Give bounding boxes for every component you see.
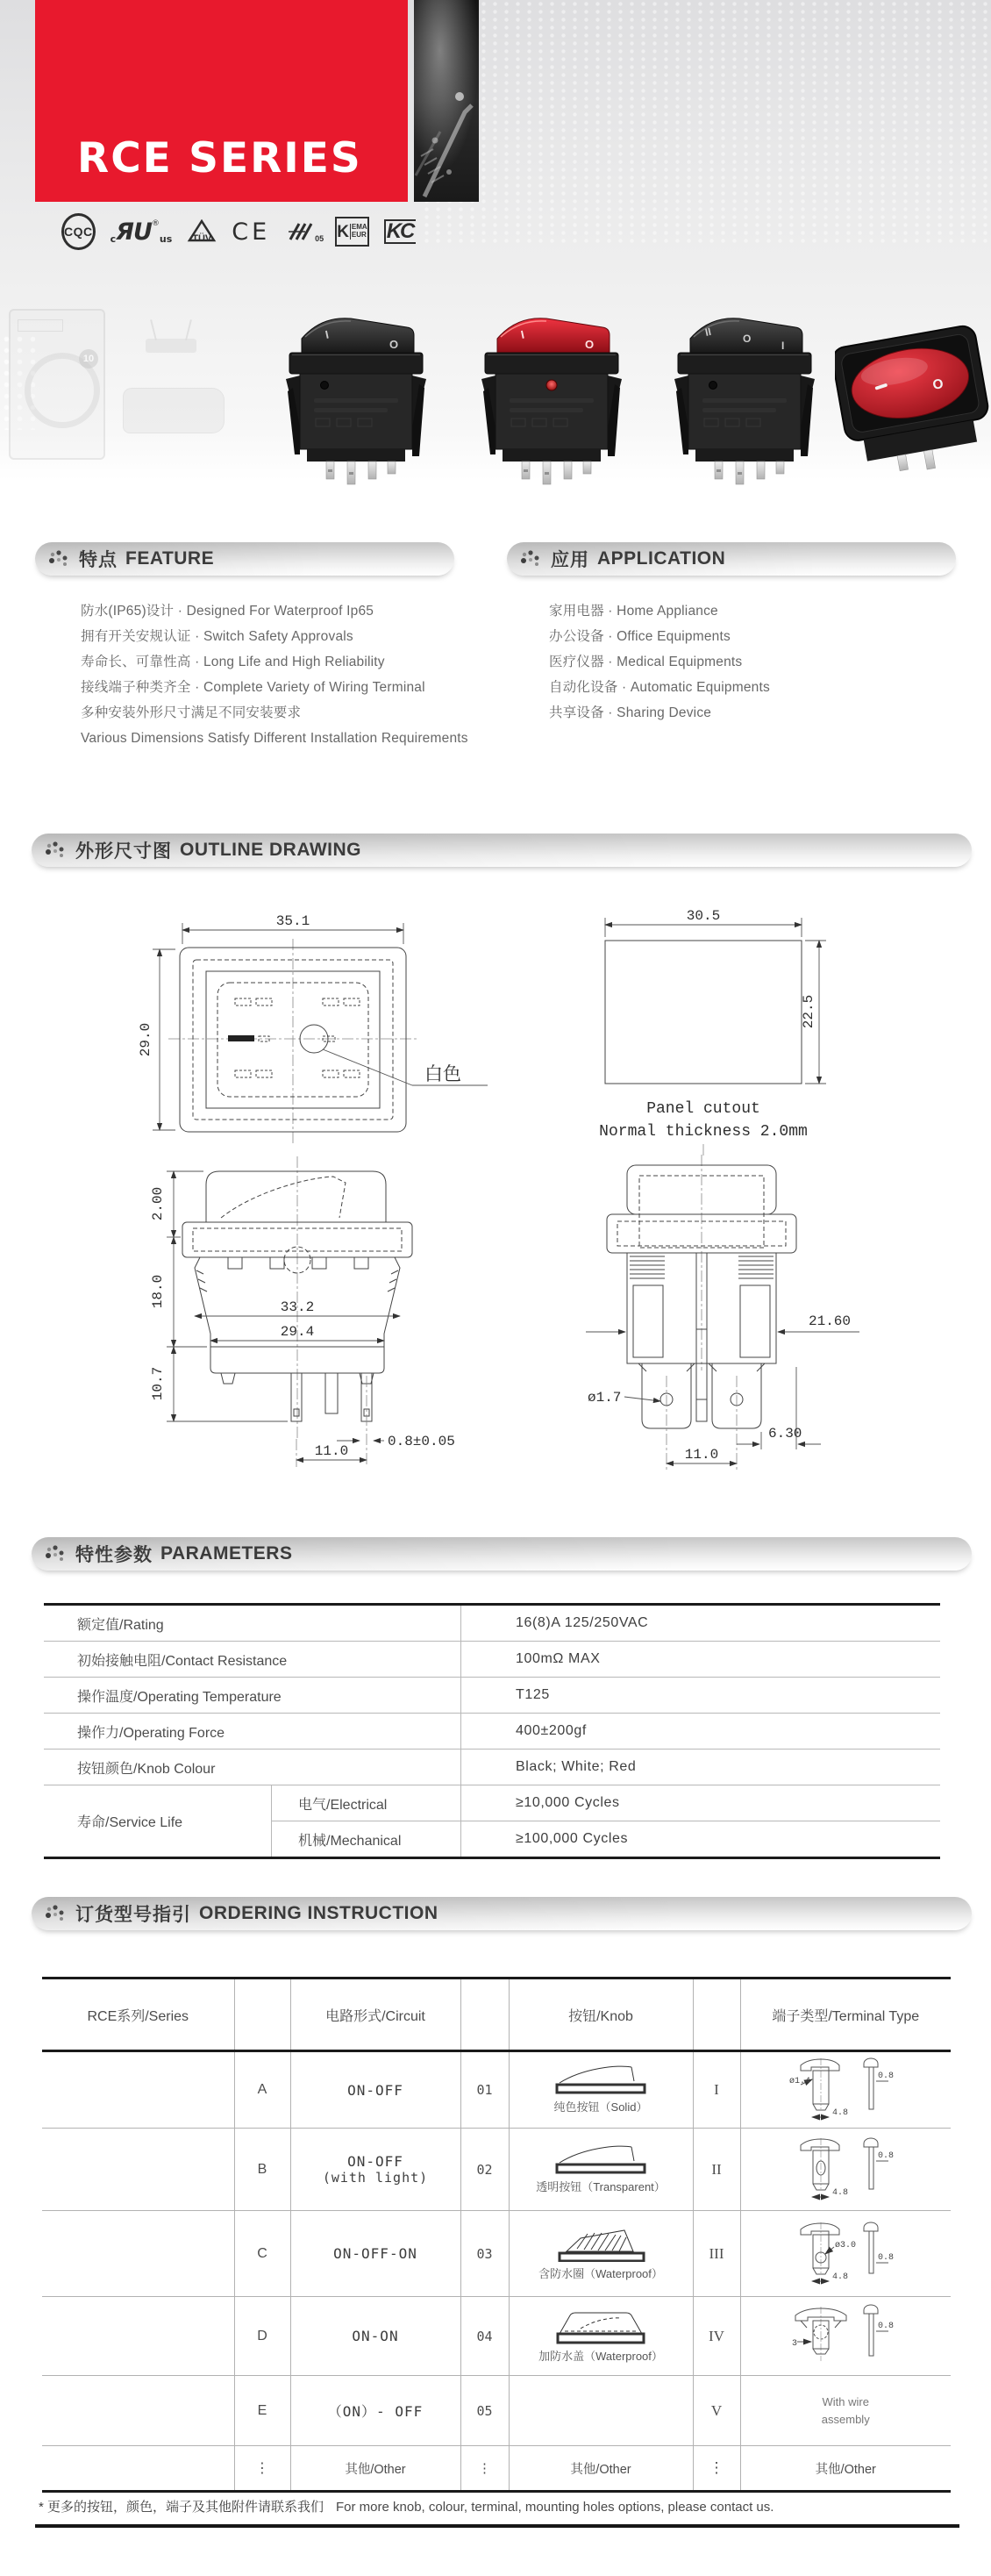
knob-cell-empty [509, 2376, 693, 2446]
svg-text:30.5: 30.5 [686, 908, 721, 924]
param-value: Black; White; Red [461, 1750, 941, 1785]
outline-title-en: OUTLINE DRAWING [180, 840, 361, 860]
ordering-row-b [42, 2129, 951, 2211]
col-header-circuit: 电路形式/Circuit [290, 1979, 460, 2051]
ordering-row-other [42, 2446, 951, 2492]
circuit-letter: D [234, 2297, 290, 2376]
terminal-roman: I [693, 2051, 740, 2129]
col-header-terminal: 端子类型/Terminal Type [740, 1979, 951, 2051]
circuit-type: ON-OFF-ON [290, 2211, 460, 2297]
section-dots-icon [519, 549, 542, 569]
ordering-header-row [42, 1979, 951, 2051]
knob-cell [509, 2051, 693, 2129]
parameters-title-zh: 特性参数 [75, 1545, 153, 1565]
terminal-roman: III [693, 2211, 740, 2297]
param-label-service-life: 寿命/Service Life [77, 1815, 183, 1830]
knob-code: 05 [460, 2376, 509, 2446]
param-value: 100mΩ MAX [461, 1642, 941, 1678]
knob-other: 其他/Other [509, 2446, 693, 2492]
svg-text:ø3.0: ø3.0 [835, 2240, 857, 2250]
knob-caption: 纯色按钮（Solid） [553, 2100, 648, 2114]
param-value: ≥100,000 Cycles [461, 1821, 941, 1858]
svg-text:11.0: 11.0 [684, 1447, 719, 1463]
svg-text:0.8: 0.8 [878, 2321, 895, 2331]
knob-transparent-drawing-icon [535, 2145, 667, 2175]
terminal-cell [740, 2376, 951, 2446]
table-row [44, 1750, 940, 1785]
terminal-type-3-drawing-icon [788, 2221, 902, 2287]
product-photo-switch-black-1 [263, 297, 449, 485]
circuit-type: ON-OFF (with light) [290, 2129, 460, 2211]
table-row [44, 1605, 940, 1642]
ordering-row-d [42, 2297, 951, 2376]
application-item: 办公设备 · Office Equipments [549, 629, 731, 644]
svg-text:3: 3 [792, 2338, 798, 2349]
application-section-header [507, 542, 956, 576]
product-photo-switch-red [459, 297, 645, 485]
col-header-blank [693, 1979, 740, 2051]
svg-text:0.8±0.05: 0.8±0.05 [388, 1434, 455, 1449]
product-photo-switch-red-oval [835, 290, 991, 483]
section-dots-icon [44, 1904, 67, 1923]
table-row [44, 1785, 940, 1821]
section-dots-icon [44, 841, 67, 860]
svg-text:10.7: 10.7 [150, 1366, 166, 1401]
svg-text:6.30: 6.30 [768, 1426, 802, 1442]
application-title-en: APPLICATION [597, 548, 726, 569]
terminal-roman: ⋮ [693, 2446, 740, 2492]
cul-us-logo-icon: c ЯU ® us [110, 218, 173, 246]
param-sublabel: 机械/Mechanical [272, 1821, 461, 1858]
drawing-top-view [123, 905, 491, 1164]
svg-text:2.00: 2.00 [150, 1186, 166, 1221]
terminal-roman: V [693, 2376, 740, 2446]
param-value: 400±200gf [461, 1714, 941, 1750]
svg-text:O: O [743, 333, 752, 345]
terminal-other: 其他/Other [740, 2446, 951, 2492]
svg-text:ø1.4: ø1.4 [789, 2077, 811, 2086]
svg-text:4.8: 4.8 [832, 2272, 849, 2282]
svg-text:4.8: 4.8 [832, 2108, 849, 2118]
svg-text:11.0: 11.0 [314, 1443, 349, 1459]
circuit-other: 其他/Other [290, 2446, 460, 2492]
tuv-logo-icon: TÜV [187, 219, 217, 244]
svg-text:O: O [389, 338, 399, 351]
feature-item: 寿命长、可靠性高 · Long Life and High Reliability [81, 655, 385, 669]
knob-solid-drawing-icon [535, 2065, 667, 2095]
svg-text:O: O [585, 338, 595, 351]
svg-text:0.8: 0.8 [878, 2150, 895, 2161]
circuit-letter: E [234, 2376, 290, 2446]
svg-text:Panel cutout: Panel cutout [646, 1100, 760, 1118]
svg-text:II: II [703, 325, 713, 339]
circuit-letter: A [234, 2051, 290, 2129]
param-value: 16(8)A 125/250VAC [461, 1605, 941, 1642]
application-list [549, 598, 770, 726]
feature-list [81, 598, 468, 751]
header-band [0, 0, 991, 481]
knob-caption: 加防水盖（Waterproof） [538, 2349, 663, 2363]
knob-caption: 透明按钮（Transparent） [536, 2179, 666, 2193]
knob-waterproof-cover-drawing-icon [535, 2309, 667, 2344]
feature-item: 多种安装外形尺寸满足不同安装要求 [81, 705, 302, 720]
feature-title-zh: 特点 [79, 550, 118, 570]
product-photo-switch-black-2 [652, 297, 838, 485]
svg-text:22.5: 22.5 [801, 994, 816, 1029]
section-dots-icon [44, 1544, 67, 1563]
terminal-cell [740, 2297, 951, 2376]
ordering-row-e [42, 2376, 951, 2446]
param-label: 操作力/Operating Force [44, 1714, 461, 1750]
feature-section-header [35, 542, 454, 576]
footer-note-en: For more knob, colour, terminal, mounting holes options, please contact us. [336, 2500, 774, 2515]
kc-logo-icon: KC [384, 219, 417, 244]
application-item: 家用电器 · Home Appliance [549, 604, 718, 619]
enec-logo-icon: 05 [285, 218, 320, 245]
svg-text:I: I [324, 327, 331, 341]
terminal-roman: II [693, 2129, 740, 2211]
terminal-cell [740, 2129, 951, 2211]
svg-text:Normal thickness 2.0mm: Normal thickness 2.0mm [599, 1123, 808, 1141]
svg-text:21.60: 21.60 [809, 1313, 852, 1329]
footer-note-zh: * 更多的按钮，颜色，端子及其他附件请联系我们 [39, 2500, 324, 2515]
outline-title-zh: 外形尺寸图 [75, 841, 172, 862]
table-row [44, 1642, 940, 1678]
svg-text:29.4: 29.4 [280, 1324, 315, 1340]
washer-panel [18, 319, 63, 332]
circuit-type: ON-ON [290, 2297, 460, 2376]
param-label: 初始接触电阻/Contact Resistance [44, 1642, 461, 1678]
terminal-type-1-drawing-icon [788, 2057, 902, 2123]
halftone-dots-decoration [421, 0, 991, 246]
ordering-section-header [32, 1897, 972, 1930]
param-label: 按钮颜色/Knob Colour [44, 1750, 461, 1785]
application-item: 自动化设备 · Automatic Equipments [549, 680, 770, 695]
knob-cell [509, 2211, 693, 2297]
parameters-title-en: PARAMETERS [160, 1543, 293, 1563]
circuit-letter: ⋮ [234, 2446, 290, 2492]
ordering-row-a [42, 2051, 951, 2129]
terminal-type-2-drawing-icon [788, 2136, 902, 2203]
footer-note [35, 2495, 959, 2528]
parameters-table [44, 1603, 940, 1859]
col-header-series: RCE系列/Series [42, 1979, 234, 2051]
svg-text:35.1: 35.1 [275, 913, 310, 929]
washing-machine-ghost-image [9, 309, 105, 460]
feature-item: Various Dimensions Satisfy Different Installation Requirements [81, 731, 468, 746]
knob-code: 03 [460, 2211, 509, 2297]
svg-text:0.8: 0.8 [878, 2072, 895, 2081]
svg-text:18.0: 18.0 [150, 1274, 166, 1309]
svg-text:I: I [781, 340, 785, 352]
series-banner [35, 0, 408, 202]
ordering-title-en: ORDERING INSTRUCTION [199, 1903, 438, 1923]
param-label: 额定值/Rating [44, 1605, 461, 1642]
col-header-blank [460, 1979, 509, 2051]
ce-logo-icon: CE [232, 218, 271, 246]
param-value: T125 [461, 1678, 941, 1714]
feature-item: 防水(IP65)设计 · Designed For Waterproof Ip65 [81, 604, 374, 619]
knob-cell [509, 2129, 693, 2211]
knob-waterproof-ring-drawing-icon [535, 2227, 667, 2262]
application-item: 共享设备 · Sharing Device [549, 705, 712, 720]
knob-code: 04 [460, 2297, 509, 2376]
circuit-type: ON-OFF [290, 2051, 460, 2129]
svg-text:4.8: 4.8 [832, 2187, 849, 2198]
svg-text:33.2: 33.2 [280, 1299, 315, 1315]
drawing-front-view [123, 1149, 491, 1505]
outline-section-header [32, 834, 972, 867]
knob-cell [509, 2297, 693, 2376]
terminal-cell [740, 2211, 951, 2297]
circuit-board-photo [414, 0, 479, 202]
col-header-blank [234, 1979, 290, 2051]
knob-code: 01 [460, 2051, 509, 2129]
circuit-letter: C [234, 2211, 290, 2297]
table-row [44, 1714, 940, 1750]
feature-item: 接线端子种类齐全 · Complete Variety of Wiring Terminal [81, 680, 425, 695]
col-header-knob: 按钮/Knob [509, 1979, 693, 2051]
application-item: 医疗仪器 · Medical Equipments [549, 655, 743, 669]
feature-item: 拥有开关安规认证 · Switch Safety Approvals [81, 629, 353, 644]
knob-code: ⋮ [460, 2446, 509, 2492]
param-label: 操作温度/Operating Temperature [44, 1678, 461, 1714]
svg-text:0.8: 0.8 [878, 2252, 895, 2263]
parameters-section-header [32, 1537, 972, 1571]
ordering-title-zh: 订货型号指引 [75, 1905, 191, 1925]
param-sublabel: 电气/Electrical [272, 1785, 461, 1821]
param-value: ≥10,000 Cycles [461, 1785, 941, 1821]
kema-keur-logo-icon: K EMA EUR [335, 217, 369, 247]
terminal-type-4-drawing-icon [788, 2303, 902, 2370]
section-dots-icon [47, 549, 70, 569]
knob-caption: 含防水圈（Waterproof） [538, 2266, 663, 2280]
series-title: RCE SERIES [77, 134, 362, 182]
cqc-logo-icon: CQC [61, 213, 96, 250]
circuit-type: （ON）- OFF [290, 2376, 460, 2446]
application-title-zh: 应用 [551, 550, 589, 570]
knob-code: 02 [460, 2129, 509, 2211]
terminal-cell [740, 2051, 951, 2129]
ordering-table [42, 1977, 951, 2493]
terminal-roman: IV [693, 2297, 740, 2376]
table-row [44, 1678, 940, 1714]
svg-text:29.0: 29.0 [138, 1022, 153, 1057]
circuit-letter: B [234, 2129, 290, 2211]
terminal-wire-note: With wire assembly [821, 2395, 870, 2426]
drawing-side-view [561, 1149, 930, 1505]
feature-title-en: FEATURE [125, 548, 215, 569]
washer-badge: 10 [79, 349, 98, 369]
svg-text:ø1.7: ø1.7 [588, 1390, 622, 1406]
svg-text:O: O [931, 376, 945, 393]
svg-text:白色: 白色 [424, 1063, 461, 1084]
router-ghost-image [146, 319, 196, 353]
air-conditioner-ghost-image [123, 388, 225, 433]
certification-logos [61, 211, 412, 253]
svg-text:I: I [519, 327, 526, 341]
drawing-panel-cutout [561, 905, 930, 1164]
ordering-row-c [42, 2211, 951, 2297]
